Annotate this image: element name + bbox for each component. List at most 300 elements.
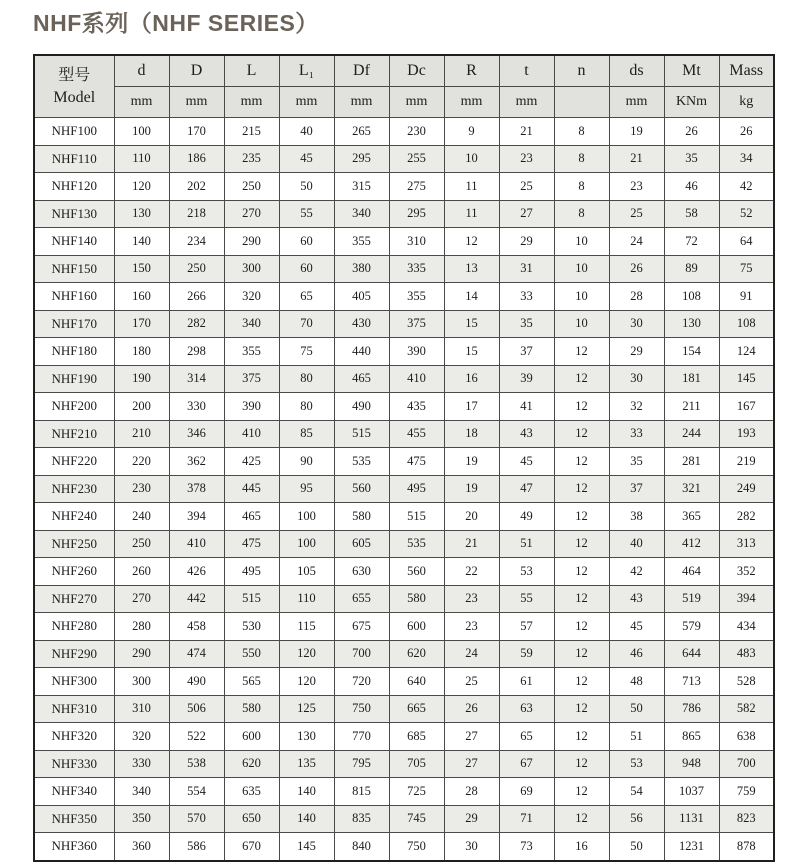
- column-header-unit: mm: [224, 87, 279, 118]
- column-header-symbol: d: [114, 55, 169, 87]
- value-cell: 160: [114, 283, 169, 311]
- value-cell: 23: [444, 613, 499, 641]
- value-cell: 535: [334, 448, 389, 476]
- value-cell: 378: [169, 475, 224, 503]
- value-cell: 8: [554, 118, 609, 146]
- column-header-symbol: R: [444, 55, 499, 87]
- value-cell: 390: [389, 338, 444, 366]
- value-cell: 21: [609, 145, 664, 173]
- value-cell: 130: [664, 310, 719, 338]
- value-cell: 234: [169, 228, 224, 256]
- value-cell: 145: [719, 365, 774, 393]
- value-cell: 124: [719, 338, 774, 366]
- value-cell: 140: [114, 228, 169, 256]
- model-cell: NHF130: [34, 200, 114, 228]
- value-cell: 80: [279, 365, 334, 393]
- value-cell: 455: [389, 420, 444, 448]
- value-cell: 35: [499, 310, 554, 338]
- value-cell: 170: [169, 118, 224, 146]
- model-cell: NHF360: [34, 833, 114, 861]
- value-cell: 210: [114, 420, 169, 448]
- value-cell: 720: [334, 668, 389, 696]
- table-body: [34, 118, 774, 861]
- value-cell: 50: [609, 833, 664, 861]
- column-header-unit: mm: [499, 87, 554, 118]
- value-cell: 255: [389, 145, 444, 173]
- value-cell: 72: [664, 228, 719, 256]
- value-cell: 12: [554, 695, 609, 723]
- value-cell: 560: [334, 475, 389, 503]
- value-cell: 362: [169, 448, 224, 476]
- value-cell: 340: [114, 778, 169, 806]
- value-cell: 218: [169, 200, 224, 228]
- column-header-symbol: L: [224, 55, 279, 87]
- model-cell: NHF110: [34, 145, 114, 173]
- model-cell: NHF220: [34, 448, 114, 476]
- value-cell: 45: [609, 613, 664, 641]
- value-cell: 600: [389, 613, 444, 641]
- value-cell: 190: [114, 365, 169, 393]
- value-cell: 125: [279, 695, 334, 723]
- value-cell: 120: [279, 668, 334, 696]
- value-cell: 105: [279, 558, 334, 586]
- column-header-unit: mm: [279, 87, 334, 118]
- value-cell: 620: [389, 640, 444, 668]
- value-cell: 8: [554, 200, 609, 228]
- value-cell: 170: [114, 310, 169, 338]
- value-cell: 458: [169, 613, 224, 641]
- value-cell: 75: [279, 338, 334, 366]
- table-row: [34, 558, 774, 586]
- value-cell: 115: [279, 613, 334, 641]
- value-cell: 19: [444, 448, 499, 476]
- value-cell: 135: [279, 750, 334, 778]
- value-cell: 506: [169, 695, 224, 723]
- value-cell: 244: [664, 420, 719, 448]
- value-cell: 330: [114, 750, 169, 778]
- value-cell: 34: [719, 145, 774, 173]
- value-cell: 100: [279, 530, 334, 558]
- value-cell: 440: [334, 338, 389, 366]
- value-cell: 352: [719, 558, 774, 586]
- value-cell: 24: [609, 228, 664, 256]
- value-cell: 13: [444, 255, 499, 283]
- value-cell: 80: [279, 393, 334, 421]
- model-cell: NHF290: [34, 640, 114, 668]
- model-cell: NHF160: [34, 283, 114, 311]
- table-row: [34, 255, 774, 283]
- value-cell: 35: [664, 145, 719, 173]
- value-cell: 91: [719, 283, 774, 311]
- value-cell: 12: [554, 503, 609, 531]
- value-cell: 515: [224, 585, 279, 613]
- value-cell: 320: [114, 723, 169, 751]
- value-cell: 12: [554, 750, 609, 778]
- value-cell: 786: [664, 695, 719, 723]
- table-row: [34, 173, 774, 201]
- value-cell: 60: [279, 228, 334, 256]
- value-cell: 154: [664, 338, 719, 366]
- value-cell: 434: [719, 613, 774, 641]
- value-cell: 230: [114, 475, 169, 503]
- value-cell: 282: [719, 503, 774, 531]
- model-cell: NHF270: [34, 585, 114, 613]
- value-cell: 130: [279, 723, 334, 751]
- value-cell: 120: [279, 640, 334, 668]
- value-cell: 69: [499, 778, 554, 806]
- value-cell: 140: [279, 778, 334, 806]
- value-cell: 54: [609, 778, 664, 806]
- value-cell: 355: [334, 228, 389, 256]
- value-cell: 483: [719, 640, 774, 668]
- value-cell: 638: [719, 723, 774, 751]
- value-cell: 10: [554, 283, 609, 311]
- value-cell: 490: [169, 668, 224, 696]
- value-cell: 50: [279, 173, 334, 201]
- value-cell: 202: [169, 173, 224, 201]
- value-cell: 12: [554, 778, 609, 806]
- column-header-unit: mm: [334, 87, 389, 118]
- value-cell: 33: [609, 420, 664, 448]
- model-cell: NHF340: [34, 778, 114, 806]
- value-cell: 550: [224, 640, 279, 668]
- column-header-symbol: Mass: [719, 55, 774, 87]
- value-cell: 24: [444, 640, 499, 668]
- model-cell: NHF310: [34, 695, 114, 723]
- table-row: [34, 420, 774, 448]
- column-header-symbol: n: [554, 55, 609, 87]
- value-cell: 17: [444, 393, 499, 421]
- value-cell: 840: [334, 833, 389, 861]
- table-header: [34, 55, 774, 118]
- value-cell: 26: [719, 118, 774, 146]
- value-cell: 27: [444, 750, 499, 778]
- value-cell: 410: [169, 530, 224, 558]
- value-cell: 38: [609, 503, 664, 531]
- value-cell: 570: [169, 805, 224, 833]
- value-cell: 12: [554, 668, 609, 696]
- value-cell: 60: [279, 255, 334, 283]
- value-cell: 53: [609, 750, 664, 778]
- value-cell: 70: [279, 310, 334, 338]
- value-cell: 43: [609, 585, 664, 613]
- value-cell: 12: [554, 448, 609, 476]
- value-cell: 530: [224, 613, 279, 641]
- value-cell: 435: [389, 393, 444, 421]
- column-header-unit: mm: [169, 87, 224, 118]
- value-cell: 528: [719, 668, 774, 696]
- value-cell: 130: [114, 200, 169, 228]
- value-cell: 700: [719, 750, 774, 778]
- value-cell: 20: [444, 503, 499, 531]
- table-row: [34, 833, 774, 861]
- value-cell: 759: [719, 778, 774, 806]
- value-cell: 620: [224, 750, 279, 778]
- value-cell: 270: [114, 585, 169, 613]
- value-cell: 63: [499, 695, 554, 723]
- column-header-symbol: L₁: [279, 55, 334, 87]
- value-cell: 85: [279, 420, 334, 448]
- model-cell: NHF100: [34, 118, 114, 146]
- value-cell: 394: [169, 503, 224, 531]
- value-cell: 290: [224, 228, 279, 256]
- value-cell: 41: [499, 393, 554, 421]
- value-cell: 315: [334, 173, 389, 201]
- value-cell: 281: [664, 448, 719, 476]
- value-cell: 320: [224, 283, 279, 311]
- model-cell: NHF150: [34, 255, 114, 283]
- value-cell: 47: [499, 475, 554, 503]
- value-cell: 16: [444, 365, 499, 393]
- table-row: [34, 338, 774, 366]
- value-cell: 725: [389, 778, 444, 806]
- value-cell: 200: [114, 393, 169, 421]
- model-cell: NHF320: [34, 723, 114, 751]
- model-cell: NHF190: [34, 365, 114, 393]
- value-cell: 445: [224, 475, 279, 503]
- model-cell: NHF300: [34, 668, 114, 696]
- value-cell: 230: [389, 118, 444, 146]
- value-cell: 815: [334, 778, 389, 806]
- value-cell: 475: [389, 448, 444, 476]
- value-cell: 314: [169, 365, 224, 393]
- value-cell: 475: [224, 530, 279, 558]
- value-cell: 100: [279, 503, 334, 531]
- value-cell: 298: [169, 338, 224, 366]
- table-row: [34, 668, 774, 696]
- value-cell: 865: [664, 723, 719, 751]
- value-cell: 180: [114, 338, 169, 366]
- value-cell: 823: [719, 805, 774, 833]
- value-cell: 39: [499, 365, 554, 393]
- value-cell: 9: [444, 118, 499, 146]
- value-cell: 412: [664, 530, 719, 558]
- value-cell: 12: [554, 338, 609, 366]
- value-cell: 75: [719, 255, 774, 283]
- model-cell: NHF350: [34, 805, 114, 833]
- value-cell: 35: [609, 448, 664, 476]
- value-cell: 90: [279, 448, 334, 476]
- model-cell: NHF180: [34, 338, 114, 366]
- table-row: [34, 448, 774, 476]
- value-cell: 705: [389, 750, 444, 778]
- value-cell: 310: [114, 695, 169, 723]
- model-header-en: Model: [53, 88, 96, 106]
- value-cell: 49: [499, 503, 554, 531]
- column-header-unit: kg: [719, 87, 774, 118]
- value-cell: 48: [609, 668, 664, 696]
- value-cell: 586: [169, 833, 224, 861]
- value-cell: 630: [334, 558, 389, 586]
- value-cell: 335: [389, 255, 444, 283]
- value-cell: 21: [499, 118, 554, 146]
- value-cell: 675: [334, 613, 389, 641]
- value-cell: 23: [609, 173, 664, 201]
- value-cell: 515: [334, 420, 389, 448]
- value-cell: 270: [224, 200, 279, 228]
- value-cell: 465: [224, 503, 279, 531]
- table-row: [34, 750, 774, 778]
- value-cell: 150: [114, 255, 169, 283]
- value-cell: 46: [609, 640, 664, 668]
- value-cell: 235: [224, 145, 279, 173]
- value-cell: 19: [609, 118, 664, 146]
- value-cell: 12: [554, 420, 609, 448]
- value-cell: 948: [664, 750, 719, 778]
- value-cell: 713: [664, 668, 719, 696]
- value-cell: 12: [554, 640, 609, 668]
- column-header-unit: mm: [114, 87, 169, 118]
- value-cell: 600: [224, 723, 279, 751]
- value-cell: 280: [114, 613, 169, 641]
- value-cell: 12: [554, 530, 609, 558]
- value-cell: 42: [719, 173, 774, 201]
- table-row: [34, 778, 774, 806]
- value-cell: 313: [719, 530, 774, 558]
- value-cell: 375: [224, 365, 279, 393]
- value-cell: 53: [499, 558, 554, 586]
- table-row: [34, 585, 774, 613]
- value-cell: 405: [334, 283, 389, 311]
- value-cell: 193: [719, 420, 774, 448]
- column-header-unit: KNm: [664, 87, 719, 118]
- value-cell: 355: [224, 338, 279, 366]
- model-cell: NHF330: [34, 750, 114, 778]
- value-cell: 554: [169, 778, 224, 806]
- value-cell: 25: [444, 668, 499, 696]
- table-row: [34, 145, 774, 173]
- value-cell: 145: [279, 833, 334, 861]
- table-row: [34, 200, 774, 228]
- value-cell: 12: [554, 475, 609, 503]
- value-cell: 10: [554, 310, 609, 338]
- value-cell: 665: [389, 695, 444, 723]
- value-cell: 300: [114, 668, 169, 696]
- value-cell: 57: [499, 613, 554, 641]
- value-cell: 43: [499, 420, 554, 448]
- value-cell: 290: [114, 640, 169, 668]
- table-row: [34, 613, 774, 641]
- value-cell: 250: [224, 173, 279, 201]
- value-cell: 640: [389, 668, 444, 696]
- value-cell: 321: [664, 475, 719, 503]
- table-row: [34, 805, 774, 833]
- value-cell: 30: [444, 833, 499, 861]
- value-cell: 266: [169, 283, 224, 311]
- value-cell: 110: [279, 585, 334, 613]
- value-cell: 37: [499, 338, 554, 366]
- value-cell: 464: [664, 558, 719, 586]
- value-cell: 65: [499, 723, 554, 751]
- model-cell: NHF140: [34, 228, 114, 256]
- value-cell: 42: [609, 558, 664, 586]
- value-cell: 45: [279, 145, 334, 173]
- value-cell: 25: [609, 200, 664, 228]
- value-cell: 40: [609, 530, 664, 558]
- value-cell: 355: [389, 283, 444, 311]
- table-row: [34, 310, 774, 338]
- value-cell: 426: [169, 558, 224, 586]
- value-cell: 770: [334, 723, 389, 751]
- value-cell: 31: [499, 255, 554, 283]
- model-cell: NHF260: [34, 558, 114, 586]
- value-cell: 108: [664, 283, 719, 311]
- value-cell: 560: [389, 558, 444, 586]
- model-cell: NHF210: [34, 420, 114, 448]
- value-cell: 28: [609, 283, 664, 311]
- value-cell: 410: [389, 365, 444, 393]
- value-cell: 12: [554, 365, 609, 393]
- model-cell: NHF280: [34, 613, 114, 641]
- value-cell: 32: [609, 393, 664, 421]
- value-cell: 346: [169, 420, 224, 448]
- value-cell: 10: [554, 255, 609, 283]
- value-cell: 878: [719, 833, 774, 861]
- value-cell: 350: [114, 805, 169, 833]
- value-cell: 579: [664, 613, 719, 641]
- column-header-unit: [554, 87, 609, 118]
- value-cell: 700: [334, 640, 389, 668]
- value-cell: 8: [554, 145, 609, 173]
- value-cell: 29: [499, 228, 554, 256]
- value-cell: 21: [444, 530, 499, 558]
- value-cell: 64: [719, 228, 774, 256]
- value-cell: 100: [114, 118, 169, 146]
- model-cell: NHF250: [34, 530, 114, 558]
- column-header-unit: mm: [609, 87, 664, 118]
- model-cell: NHF120: [34, 173, 114, 201]
- value-cell: 26: [444, 695, 499, 723]
- value-cell: 582: [719, 695, 774, 723]
- value-cell: 120: [114, 173, 169, 201]
- table-row: [34, 393, 774, 421]
- value-cell: 12: [554, 613, 609, 641]
- value-cell: 45: [499, 448, 554, 476]
- value-cell: 22: [444, 558, 499, 586]
- column-header-unit: mm: [389, 87, 444, 118]
- value-cell: 30: [609, 365, 664, 393]
- value-cell: 110: [114, 145, 169, 173]
- value-cell: 25: [499, 173, 554, 201]
- value-cell: 23: [499, 145, 554, 173]
- value-cell: 1131: [664, 805, 719, 833]
- column-header-symbol: D: [169, 55, 224, 87]
- value-cell: 365: [664, 503, 719, 531]
- value-cell: 12: [554, 585, 609, 613]
- value-cell: 745: [389, 805, 444, 833]
- value-cell: 1037: [664, 778, 719, 806]
- value-cell: 340: [224, 310, 279, 338]
- value-cell: 495: [224, 558, 279, 586]
- value-cell: 522: [169, 723, 224, 751]
- value-cell: 55: [279, 200, 334, 228]
- value-cell: 12: [554, 558, 609, 586]
- value-cell: 26: [664, 118, 719, 146]
- column-header-model: [34, 55, 114, 118]
- value-cell: 265: [334, 118, 389, 146]
- value-cell: 670: [224, 833, 279, 861]
- value-cell: 430: [334, 310, 389, 338]
- value-cell: 750: [334, 695, 389, 723]
- value-cell: 750: [389, 833, 444, 861]
- value-cell: 27: [499, 200, 554, 228]
- column-header-symbol: t: [499, 55, 554, 87]
- value-cell: 650: [224, 805, 279, 833]
- table-row: [34, 723, 774, 751]
- model-cell: NHF240: [34, 503, 114, 531]
- value-cell: 375: [389, 310, 444, 338]
- value-cell: 89: [664, 255, 719, 283]
